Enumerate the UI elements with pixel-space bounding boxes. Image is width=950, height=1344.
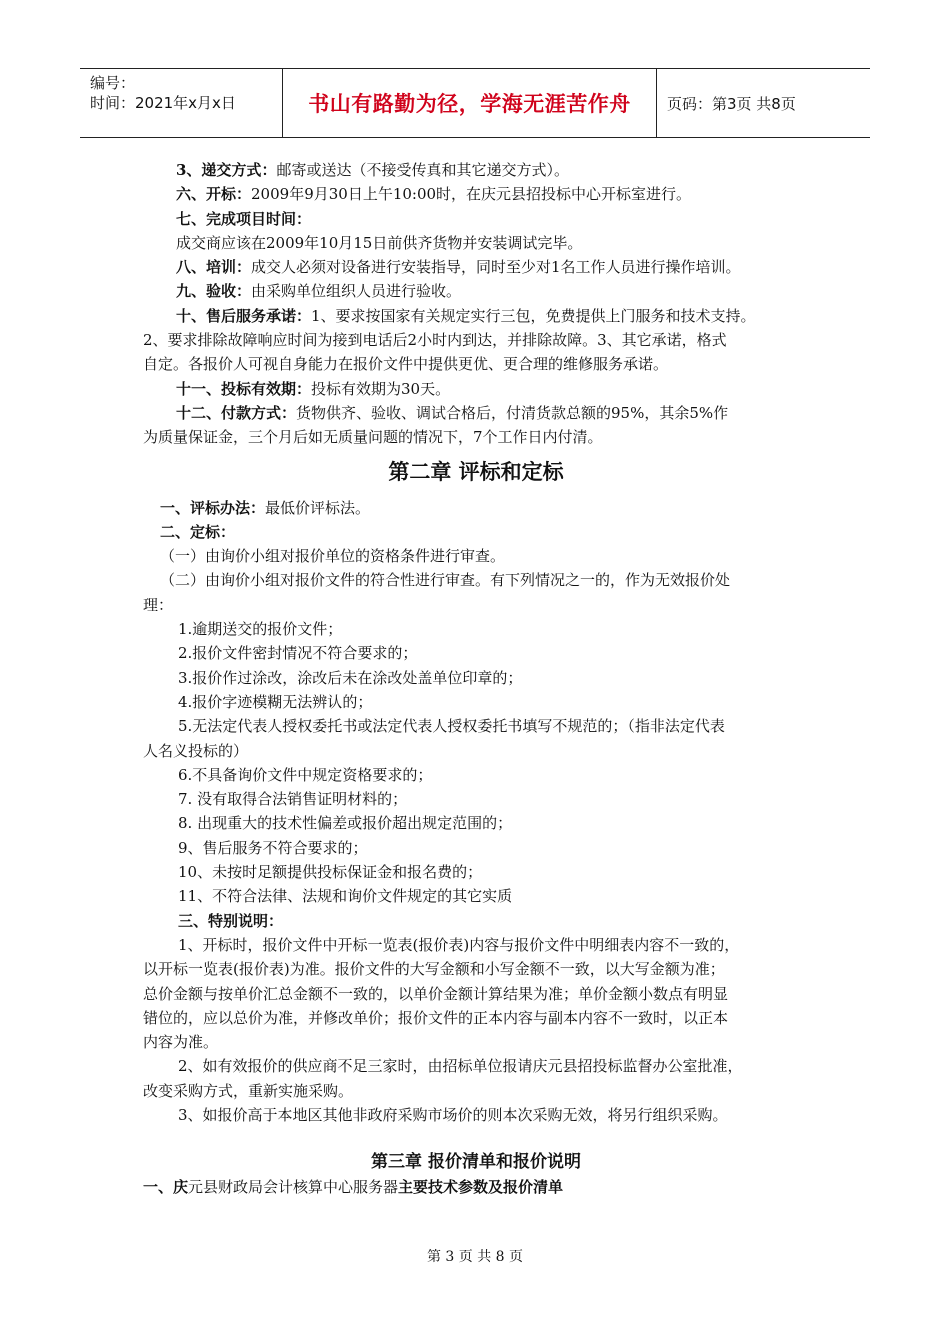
invalid-item: 10、未按时足额提供投标保证金和报名费的； [178,863,483,882]
header-motto: 书山有路勤为径，学海无涯苦作舟 [283,69,657,137]
evaluation-method-line: 一、评标办法：最低价评标法。 [160,498,371,517]
validity-line: 十一、投标有效期：投标有效期为30天。 [176,379,451,398]
invalid-item: 3.报价作过涂改，涂改后未在涂改处盖单位印章的； [178,668,523,687]
special-1-line: 内容为准。 [143,1033,219,1052]
invalid-item-cont: 人名义投标的） [143,741,249,760]
training-line: 八、培训：成交人必须对设备进行安装指导，同时至少对1名工作人员进行操作培训。 [176,258,741,277]
invalid-item: 9、售后服务不符合要求的； [178,838,368,857]
invalid-item: 5.无法定代表人授权委托书或法定代表人授权委托书填写不规范的；（指非法定代表 [178,717,725,736]
aftersale-line-3: 自定。各报价人可视自身能力在报价文件中提供更优、更合理的维修服务承诺。 [143,355,669,374]
special-1-line: 1、开标时，报价文件中开标一览表(报价表)内容与报价文件中明细表内容不一致的， [178,935,740,954]
aftersale-line: 十、售后服务承诺：1、要求按国家有关规定实行三包，免费提供上门服务和技术支持。 [176,306,756,325]
header-meta [80,69,283,137]
invalid-item: 6.不具备询价文件中规定资格要求的； [178,765,433,784]
page-footer: 第 3 页 共 8 页 [426,1249,524,1265]
special-2-line: 2、如有效报价的供应商不足三家时，由招标单位报请庆元县招投标监督办公室批准， [178,1057,743,1076]
invalid-item: 7. 没有取得合法销售证明材料的； [178,790,408,809]
page-header [80,68,870,138]
acceptance-line: 九、验收：由采购单位组织人员进行验收。 [176,282,462,301]
invalid-item: 2.报价文件密封情况不符合要求的； [178,644,418,663]
doc-date: 时间：2021年x月x日 [90,94,236,112]
payment-line: 十二、付款方式：货物供齐、验收、调试合格后，付清货款总额的95%，其余5%作 [176,403,729,422]
award-item-2: （二）由询价小组对报价文件的符合性进行审查。有下列情况之一的，作为无效报价处 [160,571,731,590]
chapter-2-title: 第二章 评标和定标 [388,458,564,484]
special-1-line: 以开标一览表(报价表)为准。报价文件的大写金额和小写金额不一致，以大写金额为准； [143,960,725,979]
award-item-1: （一）由询价小组对报价单位的资格条件进行审查。 [160,547,506,566]
aftersale-line-2: 2、要求排除故障响应时间为接到电话后2小时内到达，并排除故障。3、其它承诺，格式 [143,331,727,350]
delivery-line: 3、递交方式：邮寄或送达（不接受传真和其它递交方式）。 [176,161,569,179]
completion-heading: 七、完成项目时间： [176,209,312,228]
invalid-item: 8. 出现重大的技术性偏差或报价超出规定范围的； [178,814,513,833]
invalid-item: 1.逾期送交的报价文件； [178,620,343,639]
header-page-number: 页码：第3页 共8页 [667,94,796,113]
opening-line: 六、开标：2009年9月30日上午10:00时，在庆元县招投标中心开标室进行。 [176,185,692,204]
completion-text: 成交商应该在2009年10月15日前供齐货物并安装调试完毕。 [176,233,583,252]
special-heading: 三、特别说明： [178,911,284,930]
payment-line-2: 为质量保证金，三个月后如无质量问题的情况下，7个工作日内付清。 [143,428,603,447]
special-1-line: 总价金额与按单价汇总金额不一致的，以单价金额计算结果为准；单价金额小数点有明显 [143,984,729,1003]
doc-code: 编号： [90,74,136,92]
invalid-item: 4.报价字迹模糊无法辨认的； [178,692,373,711]
special-3-line: 3、如报价高于本地区其他非政府采购市场价的则本次采购无效，将另行组织采购。 [178,1105,728,1124]
invalid-item: 11、不符合法律、法规和询价文件规定的其它实质 [178,887,513,906]
award-item-2-cont: 理： [143,595,174,614]
special-1-line: 错位的，应以总价为准，并修改单价；报价文件的正本内容与副本内容不一致时，以正本 [143,1008,729,1027]
chapter-3-subheading: 一、庆元县财政局会计核算中心服务器主要技术参数及报价清单 [143,1178,564,1197]
document-body [143,158,809,1200]
award-heading: 二、定标： [160,522,236,541]
special-2-line: 改变采购方式，重新实施采购。 [143,1081,354,1100]
chapter-3-title: 第三章 报价清单和报价说明 [371,1152,581,1173]
